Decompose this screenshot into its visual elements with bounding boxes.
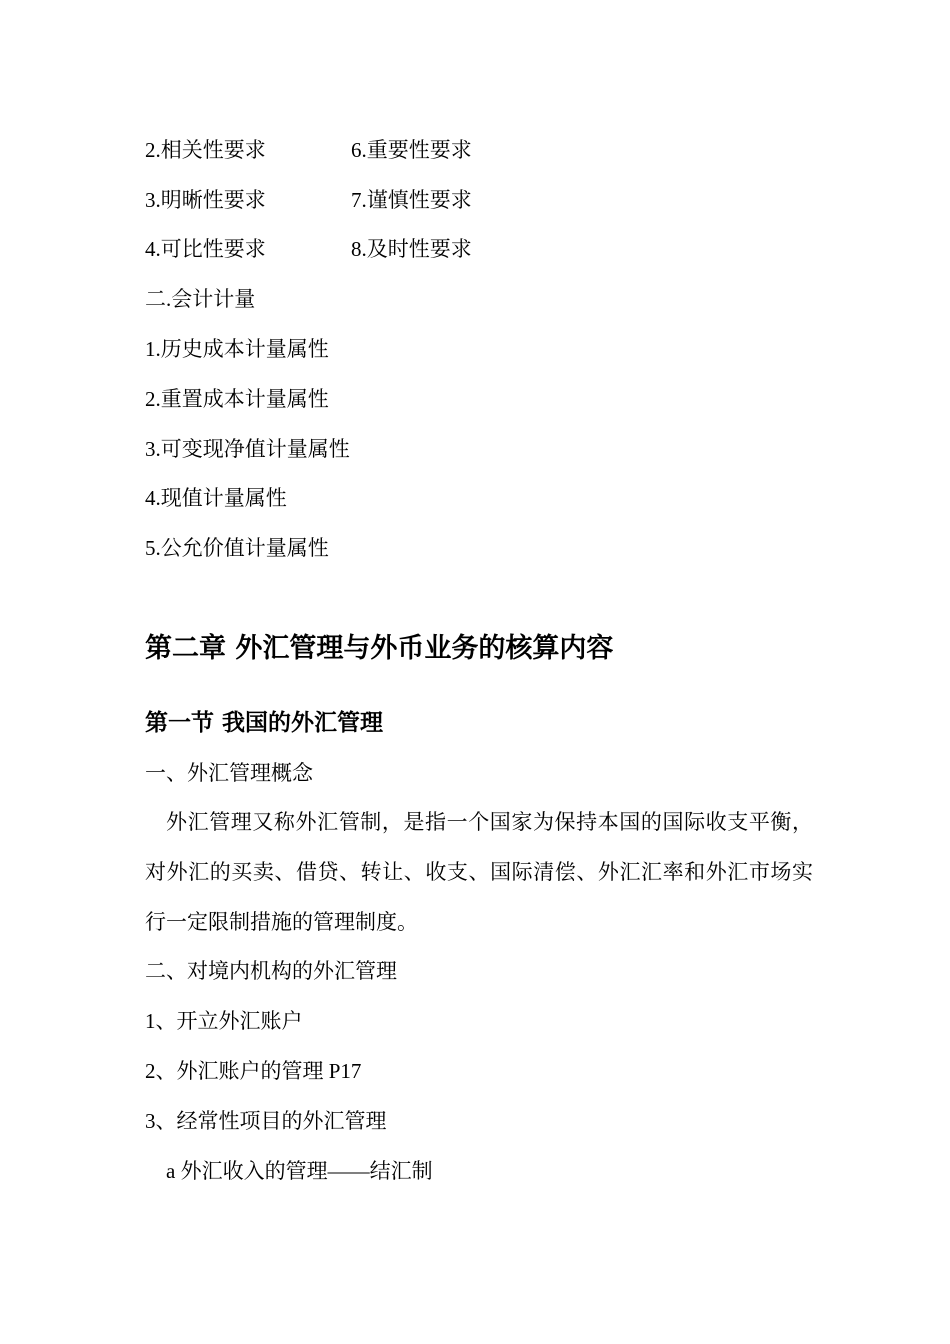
concept-heading: 一、外汇管理概念 xyxy=(145,761,313,785)
requirement-item: 8.及时性要求 xyxy=(351,237,472,261)
requirement-item: 3.明晰性要求 xyxy=(145,188,266,212)
domestic-heading: 二、对境内机构的外汇管理 xyxy=(145,959,397,983)
requirement-item: 6.重要性要求 xyxy=(351,138,472,162)
measurement-item: 3.可变现净值计量属性 xyxy=(145,437,350,461)
requirement-item: 2.相关性要求 xyxy=(145,138,266,162)
requirements-row xyxy=(145,234,472,264)
domestic-sub-item: a 外汇收入的管理——结汇制 xyxy=(166,1159,433,1183)
requirement-item: 4.可比性要求 xyxy=(145,237,266,261)
measurement-heading: 二.会计计量 xyxy=(145,287,256,311)
domestic-item: 3、经常性项目的外汇管理 xyxy=(145,1109,387,1133)
measurement-item: 5.公允价值计量属性 xyxy=(145,536,329,560)
section-title: 第一节 我国的外汇管理 xyxy=(145,710,384,736)
requirements-row xyxy=(145,135,472,165)
requirement-item: 7.谨慎性要求 xyxy=(351,188,472,212)
domestic-item: 1、开立外汇账户 xyxy=(145,1009,303,1033)
measurement-item: 2.重置成本计量属性 xyxy=(145,387,329,411)
measurement-item: 1.历史成本计量属性 xyxy=(145,337,329,361)
chapter-title: 第二章 外汇管理与外币业务的核算内容 xyxy=(145,633,614,664)
requirements-row xyxy=(145,185,472,215)
concept-paragraph: 外汇管理又称外汇管制，是指一个国家为保持本国的国际收支平衡，对外汇的买卖、借贷、转让、收支、国际清偿、外汇汇率和外汇市场实行一定限制措施的管理制度。 xyxy=(145,810,813,934)
measurement-item: 4.现值计量属性 xyxy=(145,486,287,510)
domestic-item: 2、外汇账户的管理 P17 xyxy=(145,1059,362,1083)
